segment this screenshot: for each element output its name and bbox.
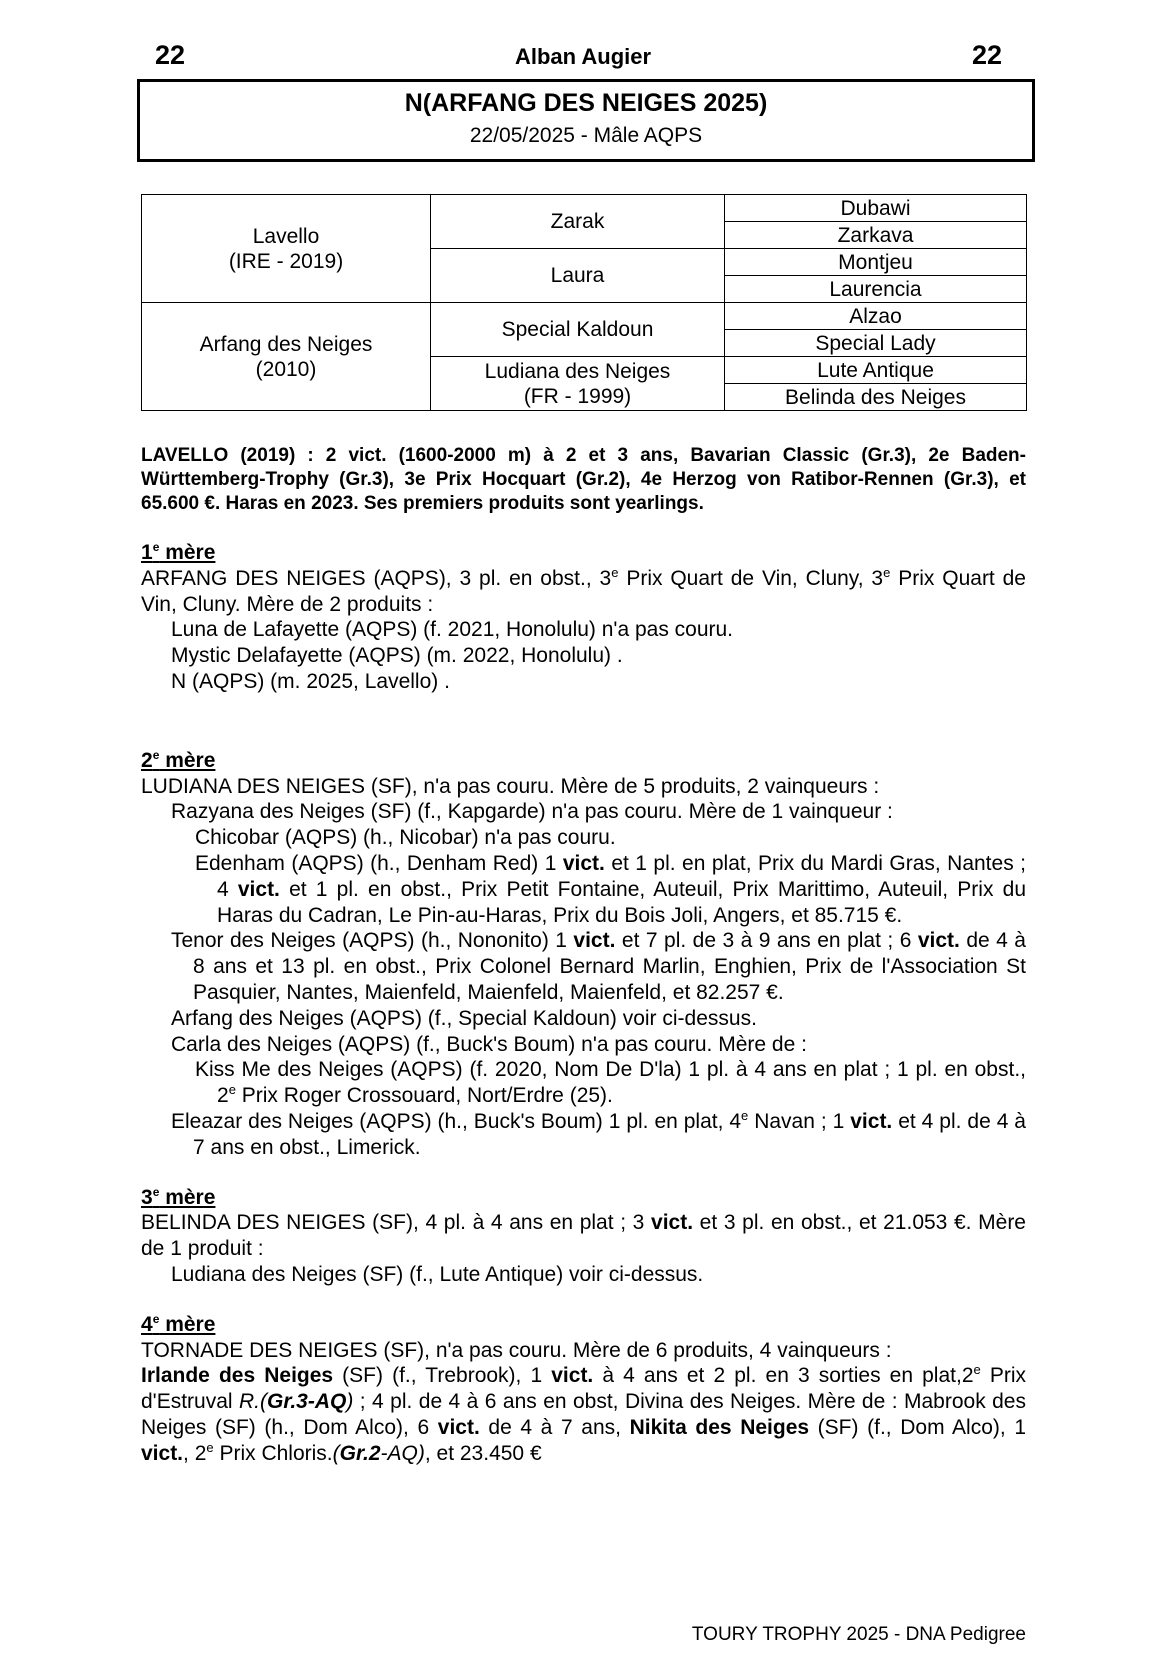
list-item: Chicobar (AQPS) (h., Nicobar) n'a pas couru. (195, 826, 616, 850)
dd-name: Ludiana des Neiges (484, 359, 671, 383)
list-item: N (AQPS) (m. 2025, Lavello) . (171, 669, 450, 693)
page-subtitle: 22/05/2025 - Mâle AQPS (469, 124, 703, 147)
pedigree-dam-sire: Special Kaldoun (431, 303, 725, 357)
pedigree-table (141, 194, 1027, 411)
pedigree-sss: Dubawi (725, 195, 1027, 222)
dam-name: Arfang des Neiges (199, 332, 373, 356)
list-item: Edenham (AQPS) (h., Denham Red) 1 vict. et 1 pl. en plat, Prix du Mardi Gras, Nantes ; 4 vict. et 1 pl. en obst., Prix Petit Fontaine, Auteuil, Prix Marittimo, Auteuil, Prix du Haras du Cadran, Le Pin-au-Haras, Prix du Bois Joli, Angers, et 85.715 €. (195, 851, 1027, 927)
section-heading-3: 3e mère (141, 1184, 216, 1209)
sire-info: (IRE - 2019) (228, 249, 344, 273)
list-item: Kiss Me des Neiges (AQPS) (f. 2020, Nom De D'la) 1 pl. à 4 ans en plat ; 1 pl. en obst., 2e Prix Roger Crossouard, Nort/Erdre (25). (195, 1058, 1026, 1108)
pedigree-sire-dam: Laura (431, 249, 725, 303)
pedigree-dam-dam (431, 357, 725, 411)
dd-info: (FR - 1999) (523, 384, 632, 408)
page-number-left: 22 (155, 40, 186, 70)
page-footer: TOURY TROPHY 2025 - DNA Pedigree (691, 1624, 1026, 1645)
pedigree-dsd: Special Lady (725, 330, 1027, 357)
pedigree-dds: Lute Antique (725, 357, 1027, 384)
dam-info: (2010) (255, 357, 317, 381)
list-item: Tenor des Neiges (AQPS) (h., Nononito) 1 vict. et 7 pl. de 3 à 9 ans en plat ; 6 vict. de 4 à 8 ans et 13 pl. en obst., Prix Colonel Bernard Marlin, Enghien, Prix de l'Association St Pasquier, Nantes, Maienfeld, Maienfeld, Maienfeld, et 82.257 €. (171, 929, 1026, 1004)
pedigree-sdd: Laurencia (725, 276, 1027, 303)
section-heading-4: 4e mère (141, 1311, 216, 1336)
page-title: N(ARFANG DES NEIGES 2025) (404, 89, 768, 117)
sire-summary: LAVELLO (2019) : 2 vict. (1600-2000 m) à 2 et 3 ans, Bavarian Classic (Gr.3), 2e Baden-Württemberg-Trophy (Gr.3), 3e Prix Hocquart (Gr.2), 4e Herzog von Ratibor-Rennen (Gr.3), et 65.600 €. Haras en 2023. Ses premiers produits sont yearlings. (141, 445, 1026, 514)
pedigree-sire-sire: Zarak (431, 195, 725, 249)
list-item: Luna de Lafayette (AQPS) (f. 2021, Honolulu) n'a pas couru. (171, 618, 734, 642)
sire-name: Lavello (252, 224, 320, 248)
list-item: Carla des Neiges (AQPS) (f., Buck's Boum) n'a pas couru. Mère de : (171, 1032, 807, 1056)
content (141, 444, 1026, 1467)
pedigree-ssd: Zarkava (725, 222, 1027, 249)
list-item: Razyana des Neiges (SF) (f., Kapgarde) n'a pas couru. Mère de 1 vainqueur : (171, 800, 893, 824)
title-box (137, 79, 1035, 162)
list-item: Eleazar des Neiges (AQPS) (h., Buck's Boum) 1 pl. en plat, 4e Navan ; 1 vict. et 4 pl. de 4 à 7 ans en obst., Limerick. (171, 1107, 1026, 1159)
section-heading-1: 1e mère (141, 540, 216, 564)
author-name: Alban Augier (514, 44, 652, 69)
dam-1-text: ARFANG DES NEIGES (AQPS), 3 pl. en obst., 3e Prix Quart de Vin, Cluny, 3e Prix Quart de Vin, Cluny. Mère de 2 produits : (141, 564, 1026, 616)
dam-4-text: TORNADE DES NEIGES (SF), n'a pas couru. Mère de 6 produits, 4 vainqueurs : (141, 1338, 892, 1362)
pedigree-dss: Alzao (725, 303, 1027, 330)
list-item: Ludiana des Neiges (SF) (f., Lute Antique) voir ci-dessus. (171, 1262, 704, 1286)
pedigree-sire (142, 195, 431, 303)
list-item: Mystic Delafayette (AQPS) (m. 2022, Honolulu) . (171, 644, 623, 668)
pedigree-ddd: Belinda des Neiges (725, 384, 1027, 411)
page-number-right: 22 (972, 40, 1003, 70)
dam-2-text: LUDIANA DES NEIGES (SF), n'a pas couru. Mère de 5 produits, 2 vainqueurs : (141, 774, 880, 798)
dam-4-produce: Irlande des Neiges (SF) (f., Trebrook), 1 vict. à 4 ans et 2 pl. en 3 sorties en plat,2e Prix d'Estruval R.(Gr.3-AQ) ; 4 pl. de 4 à 6 ans en obst, Divina des Neiges. Mère de : Mabrook des Neiges (SF) (h., Dom Alco), 6 vict. de 4 à 7 ans, Nikita des Neiges (SF) (f., Dom Alco), 1 vict., 2e Prix Chloris.(Gr.2-AQ), et 23.450 € (141, 1362, 1027, 1465)
list-item: Arfang des Neiges (AQPS) (f., Special Kaldoun) voir ci-dessus. (171, 1006, 757, 1030)
dam-3-text: BELINDA DES NEIGES (SF), 4 pl. à 4 ans en plat ; 3 vict. et 3 pl. en obst., et 21.053 €. Mère de 1 produit : (141, 1211, 1026, 1261)
pedigree-dam (142, 303, 431, 411)
pedigree-sds: Montjeu (725, 249, 1027, 276)
section-heading-2: 2e mère (141, 747, 216, 772)
